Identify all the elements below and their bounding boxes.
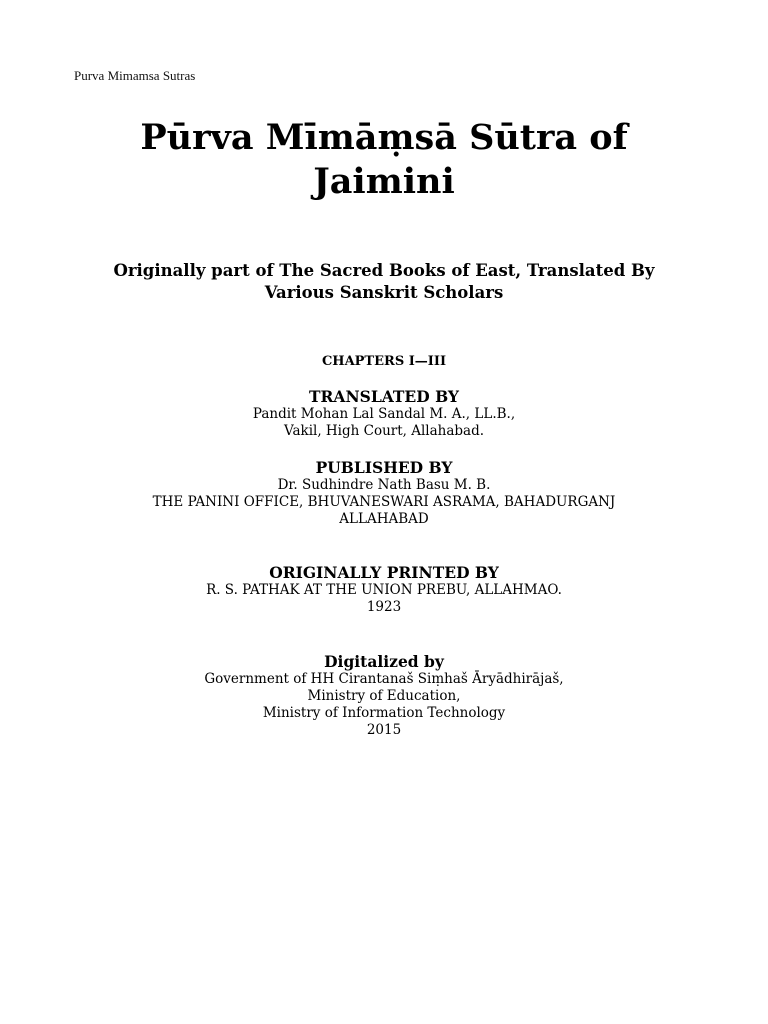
digitalized-by-section	[84, 652, 684, 739]
publisher-name: Dr. Sudhindre Nath Basu M. B.	[277, 477, 491, 493]
print-year: 1923	[366, 599, 402, 615]
digitalized-by-heading: Digitalized by	[324, 652, 444, 671]
page-title	[84, 116, 684, 204]
published-by-section	[84, 458, 684, 528]
digitalizer-ministry-education: Ministry of Education,	[307, 688, 461, 704]
translator-name: Pandit Mohan Lal Sandal M. A., LL.B.,	[252, 406, 516, 422]
translated-by-heading: TRANSLATED BY	[309, 387, 459, 406]
digitalizer-ministry-it: Ministry of Information Technology	[262, 705, 506, 721]
running-header: Purva Mimamsa Sutras	[74, 68, 196, 83]
originally-printed-by-section	[84, 563, 684, 616]
subtitle	[84, 260, 684, 304]
originally-printed-by-heading: ORIGINALLY PRINTED BY	[269, 563, 499, 582]
translator-affiliation: Vakil, High Court, Allahabad.	[283, 423, 485, 439]
publisher-office: THE PANINI OFFICE, BHUVANESWARI ASRAMA, BAHADURGANJ	[152, 494, 616, 510]
subtitle-line-2: Various Sanskrit Scholars	[264, 283, 504, 302]
published-by-heading: PUBLISHED BY	[315, 458, 453, 477]
digitalizer-government: Government of HH Cirantanaš Siṃhaš Āryādhirājaš,	[204, 671, 564, 687]
page-title-line-2: Jaimini	[313, 161, 455, 202]
chapters-label: CHAPTERS I—III	[321, 354, 447, 369]
publisher-city: ALLAHABAD	[339, 511, 429, 527]
page-title-line-1: Pūrva Mīmāṃsā Sūtra of	[140, 117, 628, 158]
subtitle-line-1: Originally part of The Sacred Books of East, Translated By	[113, 261, 655, 280]
translated-by-section	[84, 387, 684, 440]
digitalized-year: 2015	[366, 722, 402, 738]
printer-name: R. S. PATHAK AT THE UNION PREBU, ALLAHMAO.	[206, 582, 562, 598]
